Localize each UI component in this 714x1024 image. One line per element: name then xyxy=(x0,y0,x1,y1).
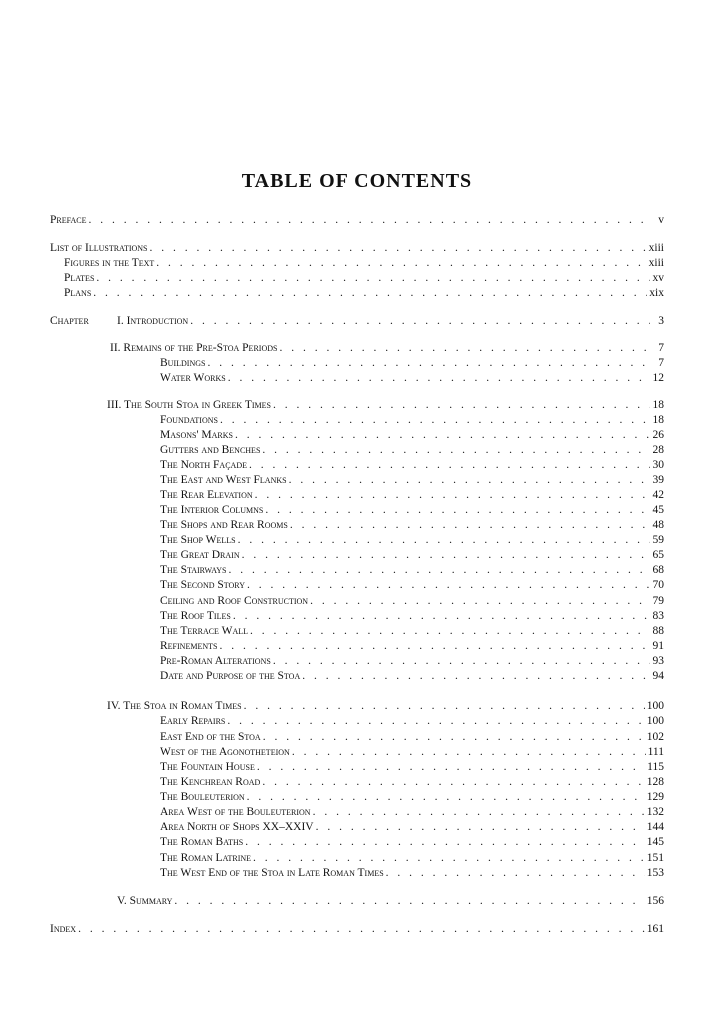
toc-entry: The Fountain House . . . 115 xyxy=(160,760,664,774)
toc-entry: Preface . . . v xyxy=(50,213,664,227)
toc-entry: West of the Agonotheteion . . . 111 xyxy=(160,745,664,759)
toc-entry: Figures in the Text . . . xiii xyxy=(64,256,664,270)
toc-entry: Foundations . . . 18 xyxy=(160,413,664,427)
toc-entry: The Stairways . . . 68 xyxy=(160,563,664,577)
toc-entry: V. Summary . . . 156 xyxy=(117,894,664,908)
toc-entry: I. Introduction . . . 3 xyxy=(117,314,664,328)
page-title: TABLE OF CONTENTS xyxy=(241,170,473,192)
toc-entry: Pre-Roman Alterations . . . 93 xyxy=(160,654,664,668)
toc-entry: Early Repairs . . . 100 xyxy=(160,714,664,728)
toc-entry: III. The South Stoa in Greek Times . . . 18 xyxy=(107,398,664,412)
toc-entry: East End of the Stoa . . . 102 xyxy=(160,730,664,744)
toc-entry: The Kenchrean Road . . . 128 xyxy=(160,775,664,789)
toc-entry: The East and West Flanks . . . 39 xyxy=(160,473,664,487)
toc-entry: Area North of Shops XX–XXIV . . . 144 xyxy=(160,820,664,834)
toc-entry: List of Illustrations . . . xiii xyxy=(50,241,664,255)
toc-entry: Plates . . . xv xyxy=(64,271,664,285)
toc-entry: The Shop Wells . . . 59 xyxy=(160,533,664,547)
toc-entry: Area West of the Bouleuterion . . . 132 xyxy=(160,805,664,819)
toc-entry: IV. The Stoa in Roman Times . . . 100 xyxy=(107,699,664,713)
toc-entry: The Terrace Wall . . . 88 xyxy=(160,624,664,638)
toc-entry: The North Façade . . . 30 xyxy=(160,458,664,472)
toc-entry: II. Remains of the Pre-Stoa Periods . . . 7 xyxy=(110,341,664,355)
toc-entry: Buildings . . . 7 xyxy=(160,356,664,370)
toc-entry: Water Works . . . 12 xyxy=(160,371,664,385)
toc-entry: Ceiling and Roof Construction . . . 79 xyxy=(160,594,664,608)
toc-entry: Gutters and Benches . . . 28 xyxy=(160,443,664,457)
toc-entry: The Shops and Rear Rooms . . . 48 xyxy=(160,518,664,532)
toc-entry: The Great Drain . . . 65 xyxy=(160,548,664,562)
toc-entry: The Roman Baths . . . 145 xyxy=(160,835,664,849)
toc-entry: Index . . . 161 xyxy=(50,922,664,936)
toc-entry: The Roof Tiles . . . 83 xyxy=(160,609,664,623)
toc-entry: Masons' Marks . . . 26 xyxy=(160,428,664,442)
toc-entry: The Roman Latrine . . . 151 xyxy=(160,851,664,865)
toc-entry: Refinements . . . 91 xyxy=(160,639,664,653)
chapter-label: Chapter xyxy=(50,315,89,327)
toc-entry: Plans . . . xix xyxy=(64,286,664,300)
toc-entry: The West End of the Stoa in Late Roman Times . . . 153 xyxy=(160,866,664,880)
toc-entry: The Second Story . . . 70 xyxy=(160,578,664,592)
toc-entry: The Bouleuterion . . . 129 xyxy=(160,790,664,804)
toc-entry: The Interior Columns . . . 45 xyxy=(160,503,664,517)
toc-entry: Date and Purpose of the Stoa . . . 94 xyxy=(160,669,664,683)
toc-entry: The Rear Elevation . . . 42 xyxy=(160,488,664,502)
